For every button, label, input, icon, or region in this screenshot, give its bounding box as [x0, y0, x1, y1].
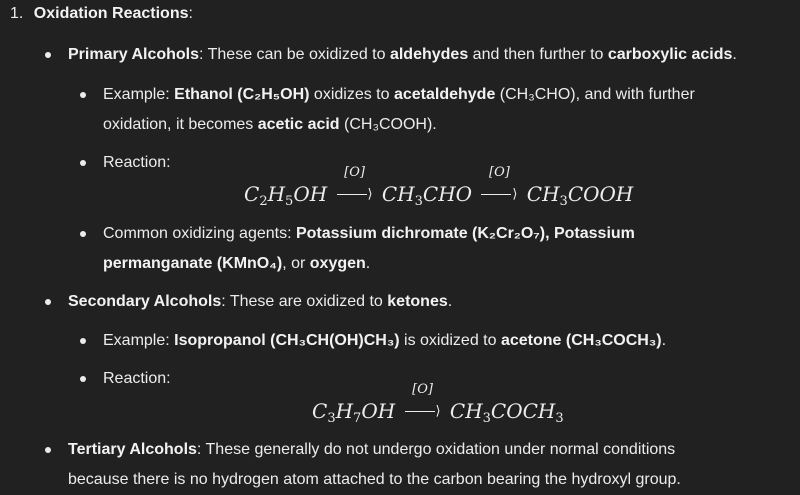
primary-agents-line1: Common oxidizing agents: Potassium dichromate (K₂Cr₂O₇), Potassium — [103, 225, 635, 242]
primary-example-line1: Example: Ethanol (C₂H₅OH) oxidizes to acetaldehyde (CH₃CHO), and with further — [103, 86, 695, 103]
tertiary-alcohols-label: Tertiary Alcohols — [68, 441, 197, 458]
tertiary-alcohols-line1: Tertiary Alcohols: These generally do not undergo oxidation under normal conditions — [68, 441, 676, 458]
section-title: Oxidation Reactions — [33, 5, 189, 22]
bullet-dot — [45, 52, 51, 58]
bullet-dot — [80, 231, 86, 237]
secondary-alcohols-label: Secondary Alcohols — [68, 293, 222, 310]
secondary-reaction-equation: $C_3H_7OH$ [O] ⟩ $CH_3COCH_3$ — [312, 382, 564, 426]
primary-alcohols-item: Primary Alcohols: These can be oxidized to aldehydes and then further to carboxylic acids. — [68, 46, 737, 63]
bullet-dot — [45, 447, 51, 453]
section-number: 1. — [10, 5, 24, 22]
reaction-arrow-icon: [O] ⟩ — [337, 181, 373, 201]
primary-alcohols-label: Primary Alcohols — [68, 46, 200, 63]
bullet-dot — [80, 160, 86, 166]
bullet-dot — [45, 299, 51, 305]
bullet-dot — [80, 376, 86, 382]
tertiary-alcohols-line2: because there is no hydrogen atom attached to the carbon bearing the hydroxyl group. — [68, 471, 681, 488]
bullet-dot — [80, 338, 86, 344]
primary-agents-line2: permanganate (KMnO₄), or oxygen. — [103, 255, 371, 272]
secondary-example: Example: Isopropanol (CH₃CH(OH)CH₃) is oxidized to acetone (CH₃COCH₃). — [103, 332, 667, 349]
reaction-arrow-icon: [O] ⟩ — [481, 181, 517, 201]
secondary-alcohols-item: Secondary Alcohols: These are oxidized to ketones. — [68, 293, 453, 310]
bullet-dot — [80, 92, 86, 98]
reaction-arrow-icon: [O] ⟩ — [405, 398, 441, 418]
primary-example-line2: oxidation, it becomes acetic acid (CH₃COOH). — [103, 116, 437, 133]
section-heading: 1. Oxidation Reactions: — [10, 5, 193, 22]
primary-reaction-equation: $C_2H_5OH$ [O] ⟩ $CH_3CHO$ [O] ⟩ $CH_3COOH$ — [244, 165, 634, 209]
primary-reaction-label: Reaction: — [103, 154, 171, 171]
secondary-reaction-label: Reaction: — [103, 370, 171, 387]
